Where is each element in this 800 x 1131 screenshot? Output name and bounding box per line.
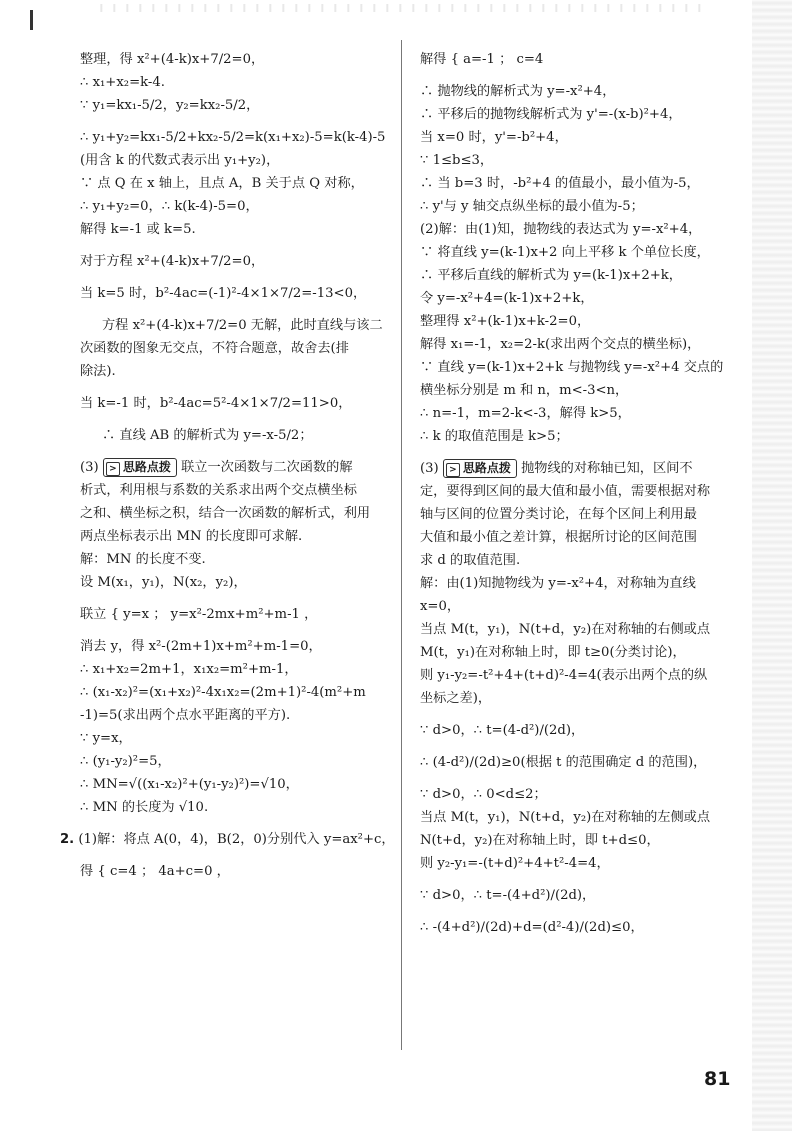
text-line: 当 x=0 时，y'=-b²+4， [420, 130, 568, 145]
hint-badge [103, 458, 177, 477]
text-line: 横坐标分别是 m 和 n，m<-3<n， [420, 383, 629, 398]
text-line: 得 { c=4 ； 4a+c=0 ， [80, 864, 230, 879]
question-number: 2. [60, 832, 75, 847]
text-line: 令 y=-x²+4=(k-1)x+2+k， [420, 291, 594, 306]
text-line: ∵ 1≤b≤3， [420, 153, 494, 168]
text-line: ∴ (y₁-y₂)²=5， [80, 754, 171, 769]
text-line: 对于方程 x²+(4-k)x+7/2=0， [80, 254, 265, 269]
text-line: ∵ y=x， [80, 731, 132, 746]
text-line: 解：由(1)知抛物线为 y=-x²+4，对称轴为直线 [420, 576, 696, 591]
text-line: -1)=5(求出两个点水平距离的平方). [80, 708, 291, 723]
text-line: (用含 k 的代数式表示出 y₁+y₂)， [80, 153, 280, 168]
text-line: 除法). [80, 364, 116, 379]
text-line: 设 M(x₁，y₁)，N(x₂，y₂)， [80, 575, 247, 590]
text-line: ∴ x₁+x₂=k-4. [80, 75, 165, 90]
text-line: (2)解：由(1)知，抛物线的表达式为 y=-x²+4， [420, 222, 702, 237]
text-line: 次函数的图象无交点，不符合题意，故舍去(排 [80, 341, 349, 356]
text-line: 解：MN 的长度不变. [80, 552, 206, 567]
text-line: ∴ y₁+y₂=0，∴ k(k-4)-5=0， [80, 199, 259, 214]
text-line: ∵ 直线 y=(k-1)x+2+k 与抛物线 y=-x²+4 交点的 [420, 360, 724, 375]
question-line [60, 828, 395, 851]
text-line: ∴ n=-1，m=2-k<-3，解得 k>5， [420, 406, 631, 421]
text-line: ∴ MN=√((x₁-x₂)²+(y₁-y₂)²)=√10， [80, 777, 299, 792]
text-line: M(t，y₁)在对称轴上时，即 t≥0(分类讨论)， [420, 645, 686, 660]
hint-badge-label: 思路点拨 [462, 461, 511, 475]
text-line: 整理，得 x²+(4-k)x+7/2=0， [80, 52, 265, 67]
chevron-right-icon: > [106, 462, 120, 476]
text-line: 则 y₁-y₂=-t²+4+(t+d)²-4=4(表示出两个点的纵 [420, 668, 708, 683]
text-line: 当点 M(t，y₁)，N(t+d，y₂)在对称轴的右侧或点 [420, 622, 711, 637]
hint-badge [443, 459, 517, 478]
text-line: ∴ x₁+x₂=2m+1，x₁x₂=m²+m-1， [80, 662, 298, 677]
hint-badge-label: 思路点拨 [122, 460, 171, 474]
text-line: 抛物线的对称轴已知，区间不 [521, 461, 693, 476]
text-line: ∴ MN 的长度为 √10. [80, 800, 209, 815]
scan-edge-mark [30, 10, 33, 30]
text-line: ∴ (x₁-x₂)²=(x₁+x₂)²-4x₁x₂=(2m+1)²-4(m²+m [80, 685, 366, 700]
text-line: ∵ 将直线 y=(k-1)x+2 向上平移 k 个单位长度， [420, 245, 710, 260]
text-line: ∴ k 的取值范围是 k>5； [420, 429, 569, 444]
text-line: 定，要得到区间的最大值和最小值，需要根据对称 [420, 484, 711, 499]
text-line: N(t+d，y₂)在对称轴上时，即 t+d≤0， [420, 833, 660, 848]
text-line: 大值和最小值之差计算，根据所讨论的区间范围 [420, 530, 697, 545]
text-line: ∵ 点 Q 在 x 轴上，且点 A，B 关于点 Q 对称， [80, 176, 364, 191]
text-line: 坐标之差)， [420, 691, 492, 706]
text-line: 两点坐标表示出 MN 的长度即可求解. [80, 529, 303, 544]
text-line: 之和、横坐标之积，结合一次函数的解析式，利用 [80, 506, 371, 521]
text-line: 整理得 x²+(k-1)x+k-2=0， [420, 314, 591, 329]
text-line: 解得 k=-1 或 k=5. [80, 222, 196, 237]
chevron-right-icon: > [446, 463, 460, 477]
text-line: ∵ d>0，∴ 0<d≤2； [420, 787, 547, 802]
text-line: 联立一次函数与二次函数的解 [181, 460, 353, 475]
text-line: x=0， [420, 599, 461, 614]
text-line: 析式，利用根与系数的关系求出两个交点横坐标 [80, 483, 357, 498]
text-line: 消去 y，得 x²-(2m+1)x+m²+m-1=0， [80, 639, 322, 654]
text-line: ∴ -(4+d²)/(2d)+d=(d²-4)/(2d)≤0， [420, 920, 644, 935]
text-line: ∴ y'与 y 轴交点纵坐标的最小值为-5； [420, 199, 644, 214]
page-number: 81 [704, 1068, 731, 1090]
text-line: ∴ 直线 AB 的解析式为 y=-x-5/2； [102, 428, 313, 443]
text-line: 轴与区间的位置分类讨论，在每个区间上利用最 [420, 507, 697, 522]
text-line: ∵ d>0，∴ t=(4-d²)/(2d)， [420, 723, 585, 738]
left-column [60, 48, 395, 883]
hint-line [80, 456, 388, 479]
text-line: ∴ y₁+y₂=kx₁-5/2+kx₂-5/2=k(x₁+x₂)-5=k(k-4)-5 [80, 130, 386, 145]
hint-prefix: (3) [80, 460, 99, 475]
text-line: 解得 x₁=-1，x₂=2-k(求出两个交点的横坐标)， [420, 337, 701, 352]
column-divider [401, 40, 402, 1050]
scan-noise [90, 4, 710, 12]
text-line: 当 k=5 时，b²-4ac=(-1)²-4×1×7/2=-13<0， [80, 286, 367, 301]
text-line: 当点 M(t，y₁)，N(t+d，y₂)在对称轴的左侧或点 [420, 810, 711, 825]
hint-line [420, 457, 720, 480]
scan-edge-shadow [752, 0, 792, 1131]
text-line: ∴ 抛物线的解析式为 y=-x²+4， [420, 84, 616, 99]
text-line: ∴ 平移后的抛物线解析式为 y'=-(x-b)²+4， [420, 107, 682, 122]
text-line: 解得 { a=-1 ； c=4 [420, 52, 544, 67]
hint-prefix: (3) [420, 461, 439, 476]
text-line: ∵ d>0，∴ t=-(4+d²)/(2d)， [420, 888, 596, 903]
right-column [420, 48, 724, 939]
text-line: 联立 { y=x ； y=x²-2mx+m²+m-1 ， [80, 607, 318, 622]
text-line: 则 y₂-y₁=-(t+d)²+4+t²-4=4， [420, 856, 610, 871]
text-line: ∵ y₁=kx₁-5/2，y₂=kx₂-5/2， [80, 98, 260, 113]
text-line: 方程 x²+(4-k)x+7/2=0 无解，此时直线与该二 [102, 318, 383, 333]
text-line: 求 d 的取值范围. [420, 553, 521, 568]
text-line: ∴ 平移后直线的解析式为 y=(k-1)x+2+k， [420, 268, 682, 283]
text-line: ∴ 当 b=3 时，-b²+4 的值最小，最小值为-5， [420, 176, 700, 191]
text-line: ∴ (4-d²)/(2d)≥0(根据 t 的范围确定 d 的范围)， [420, 755, 707, 770]
text-line: 当 k=-1 时，b²-4ac=5²-4×1×7/2=11>0， [80, 396, 352, 411]
text-line: (1)解：将点 A(0，4)，B(2，0)分别代入 y=ax²+c， [78, 832, 395, 847]
